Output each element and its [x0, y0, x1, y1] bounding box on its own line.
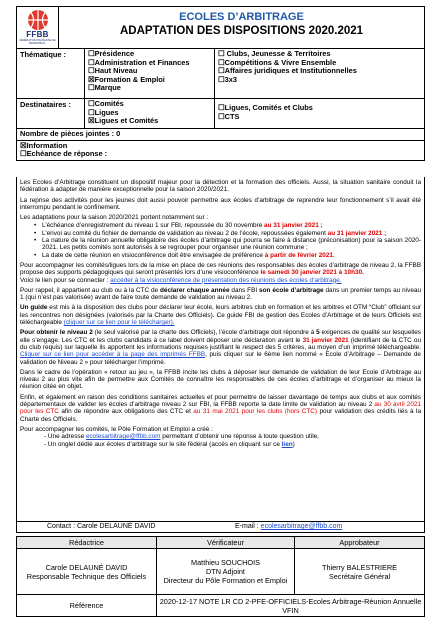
thematique-label: Thématique :: [17, 49, 85, 99]
meta-table: [16, 48, 425, 161]
title-box: [59, 7, 424, 49]
logo-subtext: FÉDÉRATION FRANÇAISE DE BASKETBALL: [19, 39, 56, 45]
site-link[interactable]: lien: [281, 440, 293, 448]
checkbox-item[interactable]: ☐Ligues: [88, 107, 119, 117]
redactrice-header: Rédactrice: [17, 537, 157, 549]
list-item: • L’envoi au comité du fichier de demande de validation au niveau 2 de l’école, repoussées également au 31 janvier 2021 ;: [34, 230, 421, 237]
contact-row: [17, 521, 424, 532]
contact-email: E-mail : ecolesarbitrage@ffbb.com: [235, 523, 343, 530]
checkbox-echeance[interactable]: ☐Echéance de réponse :: [20, 149, 108, 159]
paragraph: Enfin, et également en raison des conditions sanitaires actuelles et pour permettre de laisser davantage de temps aux clubs et aux comités départementaux de valider les écoles d’arbitrage niveau 2 sur FBI, la FFBB reporte la date limite de validation au niveau 2 au 30 avril 2021 pour les CTC afin de répondre aux obligations des CTC et au 31 mai 2021 pour les clubs (hors CTC) pour validation des crédits liés à la Charte des Officiels.: [20, 393, 422, 423]
verificateur-role: Directeur du Pôle Formation et Emploi: [163, 576, 288, 585]
approbateur-header: Approbateur: [295, 537, 425, 549]
document-title: ECOLES D’ARBITRAGE: [179, 11, 304, 23]
list-item: • La date de cette réunion en visioconférence doit être envisagée de préférence à partir de février 2021.: [34, 252, 421, 259]
destinataires-label: Destinataires :: [17, 99, 85, 129]
verificateur-role: DTN Adjoint: [206, 567, 245, 576]
document-subtitle: ADAPTATION DES DISPOSITIONS 2020.2021: [119, 25, 364, 37]
approbateur-role: Secrétaire Général: [328, 571, 391, 581]
checkbox-item[interactable]: ☐Ligues, Comités et Clubs: [218, 103, 313, 112]
checkbox-information[interactable]: ☒Information: [20, 140, 68, 150]
info-echeance: [17, 140, 425, 160]
verificateur-name: Matthieu SOUCHOIS: [191, 558, 260, 567]
signature-table: [16, 536, 425, 617]
contact-email-link[interactable]: ecolesarbitrage@ffbb.com: [260, 523, 343, 530]
paragraph: Un guide est mis à la disposition des clubs pour déclarer leur école, leurs arbitres club en formation et les arbitres et OTM “Club” officiant sur les rencontres non désignées (valorisés par la Charte des Officiels). Ce guide FBI de gestion des Ecoles d’Arbitrage et de leurs Officiels est téléchargeable (cliquer sur ce lien pour le télécharger).: [20, 304, 422, 327]
thematique-right: [215, 49, 425, 99]
adaptations-list: [34, 222, 421, 258]
verificateur-cell: [157, 549, 295, 595]
body-text: [16, 177, 425, 533]
redactrice-cell: [17, 549, 157, 595]
basketball-icon: [27, 9, 49, 31]
checkbox-item[interactable]: ☐CTS: [218, 111, 240, 121]
header: [16, 6, 425, 48]
paragraph: Pour obtenir le niveau 2 (le seul valorisé par la charte des Officiels), l’école d’arbitrage doit répondre à 5 exigences de qualité sur lesquelles elle s’engage. Les CTC et les clubs candidats à ce label doivent déposer une déclaration avant le 31 janvier 2021 (identifiant de la CTC ou du club requis) sur laquelle ils apportent les informations requises justifiant le respect des 5 critères, au moyen d’un imprimé téléchargeable. Cliquer sur ce lien pour accéder à la page des imprimés FFBB, puis cliquer sur le 6ème lien nommé « Ecole d’Arbitrage – Demande de validation de Niveau 2 » pour télécharger l’imprimé.: [20, 329, 421, 366]
checkbox-item[interactable]: ☐Présidence: [88, 49, 135, 58]
paragraph: Les adaptations pour la saison 2020/2021 portent notamment sur :: [20, 214, 209, 222]
imprimes-link[interactable]: Cliquer sur ce lien pour accéder à la page des imprimés FFBB: [20, 351, 206, 359]
dispositif-item: - Un onglet dédié aux écoles d’arbitrage sur le site fédéral (accès en cliquant sur ce lien): [44, 440, 295, 448]
paragraph: Pour accompagner les comités, le Pôle Formation et Emploi a créé :: [20, 425, 213, 433]
checkbox-item[interactable]: ☒Formation & Emploi: [88, 74, 165, 84]
ffbb-logo: [17, 7, 59, 49]
list-item: • La nature de la réunion annuelle obligatoire des écoles d’arbitrage qui pourra se faire à distance (préconisation) pour la saison 2020-2021. Les petits comités sont autorisés à se regrouper pour organiser une réunion commune ;: [34, 237, 421, 252]
document-page: [16, 6, 425, 618]
thematique-left: [85, 49, 215, 99]
email-link[interactable]: ecolesarbitrage@ffbb.com: [85, 433, 161, 441]
redactrice-name: Carole DELAUNÉ DAVID: [45, 562, 128, 572]
checkbox-item[interactable]: ☐Affaires juridiques et Institutionnelles: [218, 66, 357, 76]
approbateur-cell: [295, 549, 425, 595]
list-item: • L’échéance d’enregistrement du niveau 1 sur FBI, repoussée du 30 novembre au 31 janvier 2021 ;: [34, 222, 421, 229]
checkbox-item[interactable]: ☐Haut Niveau: [88, 66, 138, 76]
logo-text: FFBB: [26, 30, 49, 39]
paragraph: Les Ecoles d’Arbitrage constituent un dispositif majeur pour la détection et la formation des officiels. Aussi, la situation sanitaire conduit la fédération à adapter de manière exceptionnelle pour la saison 2020/2021.: [20, 179, 421, 194]
paragraph: Pour accompagner les comités/ligues lors de la mise en place de ces réunions des responsables des écoles d’arbitrage de niveau 2, la FFBB propose des supports pédagogiques qui seront présentés lors d’une visioconférence le samedi 30 janvier 2021 à 10h30. Voici le lien pour se connecter : accéder à la visioconférence de présentation des réunions des écoles d’arbitrage.: [20, 261, 421, 284]
contact-name: Contact : Carole DELAUNÉ DAVID: [47, 523, 156, 530]
checkbox-item[interactable]: ☐3x3: [218, 74, 237, 84]
guide-link[interactable]: (cliquer sur ce lien pour le télécharger).: [63, 319, 175, 327]
checkbox-item[interactable]: ☐Compétitions & Vivre Ensemble: [218, 57, 337, 67]
paragraph: Pour rappel, il appartient au club ou à la CTC de déclarer chaque année dans FBI son école d’arbitrage dans un premier temps au niveau 1 (qui n’est pas valorisée) avant de faire toute demande de validation au niveau 2.: [20, 286, 422, 302]
checkbox-item[interactable]: ☐ Clubs, Jeunesse & Territoires: [218, 49, 331, 58]
reference-value: 2020-12-17 NOTE LR CD 2-PFE-OFFICIELS-Ecoles Arbitrage-Réunion Annuelle VFIN: [157, 595, 425, 617]
redactrice-role: Responsable Technique des Officiels: [26, 571, 147, 581]
reference-label: Référence: [17, 595, 157, 617]
pieces-jointes: Nombre de pièces jointes : 0: [17, 129, 425, 141]
checkbox-item[interactable]: ☐Comités: [88, 99, 124, 108]
checkbox-item[interactable]: ☒Ligues et Comités: [88, 116, 159, 126]
visio-link[interactable]: accéder à la visioconférence de présentation des réunions des écoles d’arbitrage.: [110, 276, 342, 284]
destinataires-left: [85, 99, 215, 129]
paragraph: La reprise des activités pour les jeunes doit aussi pouvoir permettre aux écoles d’arbitrage de reprendre leur fonctionnement s’il avait été interrompu pendant le confinement.: [20, 196, 421, 211]
destinataires-right: [215, 99, 425, 129]
dispositif-item: - Une adresse ecolesarbitrage@ffbb.com permettant d’obtenir une réponse à toute question utile,: [44, 433, 319, 441]
checkbox-item[interactable]: ☐Marque: [88, 83, 121, 93]
approbateur-name: Thierry BALESTRIERE: [321, 562, 397, 572]
checkbox-item[interactable]: ☐Administration et Finances: [88, 57, 190, 67]
paragraph: Dans le cadre de l’opération « retour au jeu », la FFBB incite les clubs à déposer leur demande de validation de leur Ecole d’Arbitrage au niveau 2 au plus vite afin de permettre aux Comités de connaître les responsables de ces écoles d’arbitrage et d’organiser au mieux la réunion citée en objet.: [20, 368, 421, 391]
verificateur-header: Vérificateur: [157, 537, 295, 549]
